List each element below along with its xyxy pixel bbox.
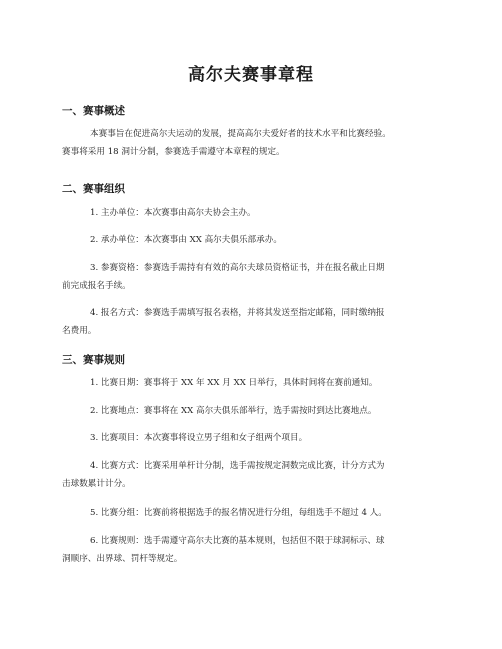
list-item xyxy=(62,429,447,447)
list-item xyxy=(62,374,447,392)
paragraph-line: 4. 报名方式：参赛选手需填写报名表格，并将其发送至指定邮箱，同时缴纳报 xyxy=(90,308,385,318)
paragraph-line: 洞顺序、出界球、罚杆等规定。 xyxy=(62,554,183,564)
paragraph xyxy=(62,125,447,161)
paragraph-line: 4. 比赛方式：比赛采用单杆计分制，选手需按规定洞数完成比赛，计分方式为 xyxy=(90,461,385,471)
paragraph-line: 6. 比赛规则：选手需遵守高尔夫比赛的基本规则，包括但不限于球洞标示、球 xyxy=(90,536,385,546)
paragraph-line: 3. 参赛资格：参赛选手需持有有效的高尔夫球员资格证书，并在报名截止日期 xyxy=(90,263,385,273)
section-heading-overview: 一、赛事概述 xyxy=(62,105,125,117)
paragraph-line: 本赛事旨在促进高尔夫运动的发展，提高高尔夫爱好者的技术水平和比赛经验。 xyxy=(90,129,391,139)
list-item xyxy=(62,204,447,222)
section-heading-rules: 三、赛事规则 xyxy=(62,354,125,366)
paragraph-line: 2. 承办单位：本次赛事由 XX 高尔夫俱乐部承办。 xyxy=(90,235,282,245)
list-item xyxy=(62,259,447,295)
list-item xyxy=(62,231,447,249)
paragraph-line: 名费用。 xyxy=(62,326,97,336)
paragraph-line: 1. 主办单位：本次赛事由高尔夫协会主办。 xyxy=(90,208,256,218)
list-item xyxy=(62,504,447,522)
paragraph-line: 1. 比赛日期：赛事将于 XX 年 XX 月 XX 日举行，具体时间将在赛前通知。 xyxy=(90,378,378,388)
list-item xyxy=(62,304,447,340)
paragraph-line: 赛事将采用 18 洞计分制，参赛选手需遵守本章程的规定。 xyxy=(62,147,285,157)
document-title: 高尔夫赛事章程 xyxy=(188,65,314,85)
paragraph-line: 2. 比赛地点：赛事将在 XX 高尔夫俱乐部举行，选手需按时到达比赛地点。 xyxy=(90,406,377,416)
list-item xyxy=(62,532,447,568)
paragraph-line: 5. 比赛分组：比赛前将根据选手的报名情况进行分组，每组选手不超过 4 人。 xyxy=(90,508,387,518)
list-item xyxy=(62,457,447,493)
list-item xyxy=(62,402,447,420)
paragraph-line: 前完成报名手续。 xyxy=(62,281,131,291)
section-heading-organization: 二、赛事组织 xyxy=(62,183,125,195)
paragraph-line: 击球数累计计分。 xyxy=(62,479,131,489)
paragraph-line: 3. 比赛项目：本次赛事将设立男子组和女子组两个项目。 xyxy=(90,433,308,443)
